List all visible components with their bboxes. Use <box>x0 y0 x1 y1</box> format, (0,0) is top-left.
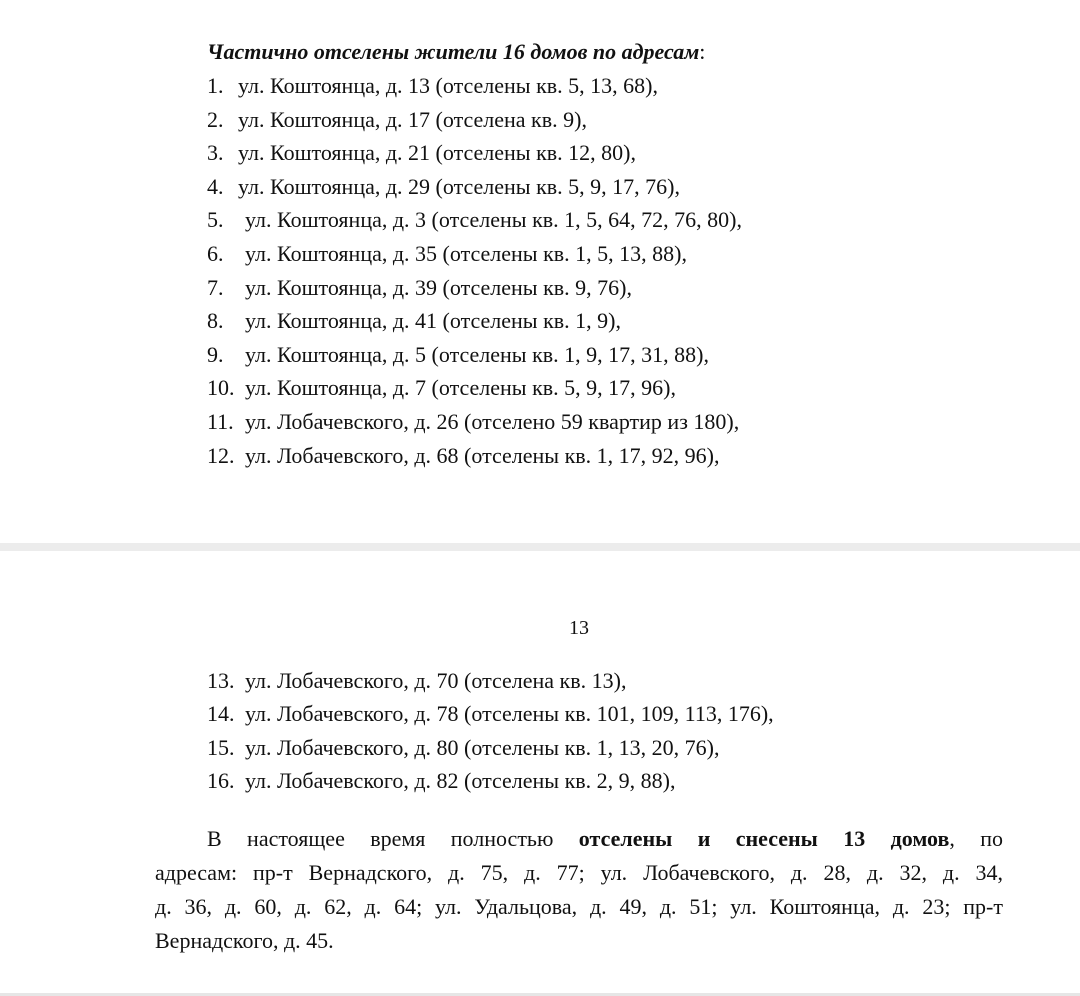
list-item <box>207 271 742 305</box>
list-item-number: 10. <box>207 375 235 401</box>
list-item-number: 7. <box>207 274 224 300</box>
list-item <box>207 69 742 103</box>
list-item <box>207 237 742 271</box>
list-item-number: 9. <box>207 341 224 367</box>
paragraph-line-4: Вернадского, д. 45. <box>155 928 334 953</box>
list-item <box>207 764 774 797</box>
list-item <box>207 664 774 697</box>
list-item-text: ул. Лобачевского, д. 78 (отселены кв. 101, 109, 113, 176), <box>245 701 774 727</box>
list-item-text: ул. Лобачевского, д. 26 (отселено 59 квартир из 180), <box>245 408 740 434</box>
paragraph-line-1 <box>155 822 1003 856</box>
list-item <box>207 103 742 137</box>
list-item-text: ул. Лобачевского, д. 70 (отселена кв. 13), <box>245 668 627 693</box>
list-item-number: 13. <box>207 668 235 693</box>
paragraph-lead: В настоящее время полностью <box>207 826 579 851</box>
paragraph-bold-phrase: отселены и снесены 13 домов <box>578 826 950 851</box>
list-item <box>207 136 742 170</box>
paragraph-line-2: адресам: пр-т Вернадского, д. 75, д. 77; ул. Лобачевского, д. 28, д. 32, д. 34, <box>155 860 1003 885</box>
list-item <box>207 203 742 237</box>
list-item-text: ул. Коштоянца, д. 3 (отселены кв. 1, 5, 64, 72, 76, 80), <box>245 207 742 233</box>
list-item-number: 16. <box>207 767 235 793</box>
list-item-number: 14. <box>207 701 235 727</box>
list-item-text: ул. Лобачевского, д. 68 (отселены кв. 1, 17, 92, 96), <box>245 442 720 468</box>
address-list-part-1 <box>207 69 742 472</box>
paragraph-line-3: д. 36, д. 60, д. 62, д. 64; ул. Удальцова, д. 49, д. 51; ул. Коштоянца, д. 23; пр-т <box>155 894 1003 919</box>
list-item-number: 4. <box>207 173 224 199</box>
list-item <box>207 170 742 204</box>
list-item-number: 15. <box>207 734 235 760</box>
list-item-number: 11. <box>207 408 234 434</box>
list-item-text: ул. Коштоянца, д. 41 (отселены кв. 1, 9), <box>245 308 621 334</box>
list-item <box>207 338 742 372</box>
list-item-number: 12. <box>207 442 235 468</box>
list-item-text: ул. Коштоянца, д. 29 (отселены кв. 5, 9, 17, 76), <box>238 173 680 199</box>
list-item-number: 8. <box>207 308 224 334</box>
list-item <box>207 731 774 764</box>
list-item-text: ул. Лобачевского, д. 80 (отселены кв. 1, 13, 20, 76), <box>245 734 720 760</box>
paragraph-line-1-tail: , по <box>949 826 1003 851</box>
list-item-number: 2. <box>207 106 224 132</box>
list-item-text: ул. Коштоянца, д. 5 (отселены кв. 1, 9, 17, 31, 88), <box>245 341 709 367</box>
list-item-number: 5. <box>207 207 224 233</box>
list-item-number: 6. <box>207 240 224 266</box>
list-item-text: ул. Лобачевского, д. 82 (отселены кв. 2, 9, 88), <box>245 767 676 793</box>
page-separator <box>0 543 1080 551</box>
list-item-number: 3. <box>207 140 224 166</box>
list-item-text: ул. Коштоянца, д. 13 (отселены кв. 5, 13, 68), <box>238 73 658 98</box>
list-item <box>207 439 742 473</box>
list-item <box>207 405 742 439</box>
section-heading-bold: Частично отселены жители 16 домов по адресам <box>207 39 700 64</box>
section-heading-colon: : <box>699 39 706 64</box>
list-item-text: ул. Коштоянца, д. 7 (отселены кв. 5, 9, 17, 96), <box>245 375 676 401</box>
list-item-text: ул. Коштоянца, д. 35 (отселены кв. 1, 5, 13, 88), <box>245 240 687 266</box>
section-heading <box>207 38 705 66</box>
list-item-text: ул. Коштоянца, д. 17 (отселена кв. 9), <box>238 106 587 132</box>
list-item-text: ул. Коштоянца, д. 39 (отселены кв. 9, 76), <box>245 274 632 300</box>
address-list-part-2 <box>207 664 774 797</box>
demolition-paragraph <box>155 822 1003 958</box>
list-item <box>207 371 742 405</box>
list-item-text: ул. Коштоянца, д. 21 (отселены кв. 12, 80), <box>238 140 636 166</box>
list-item-number: 1. <box>207 73 224 98</box>
page-number: 13 <box>569 617 589 639</box>
list-item <box>207 304 742 338</box>
list-item <box>207 697 774 730</box>
